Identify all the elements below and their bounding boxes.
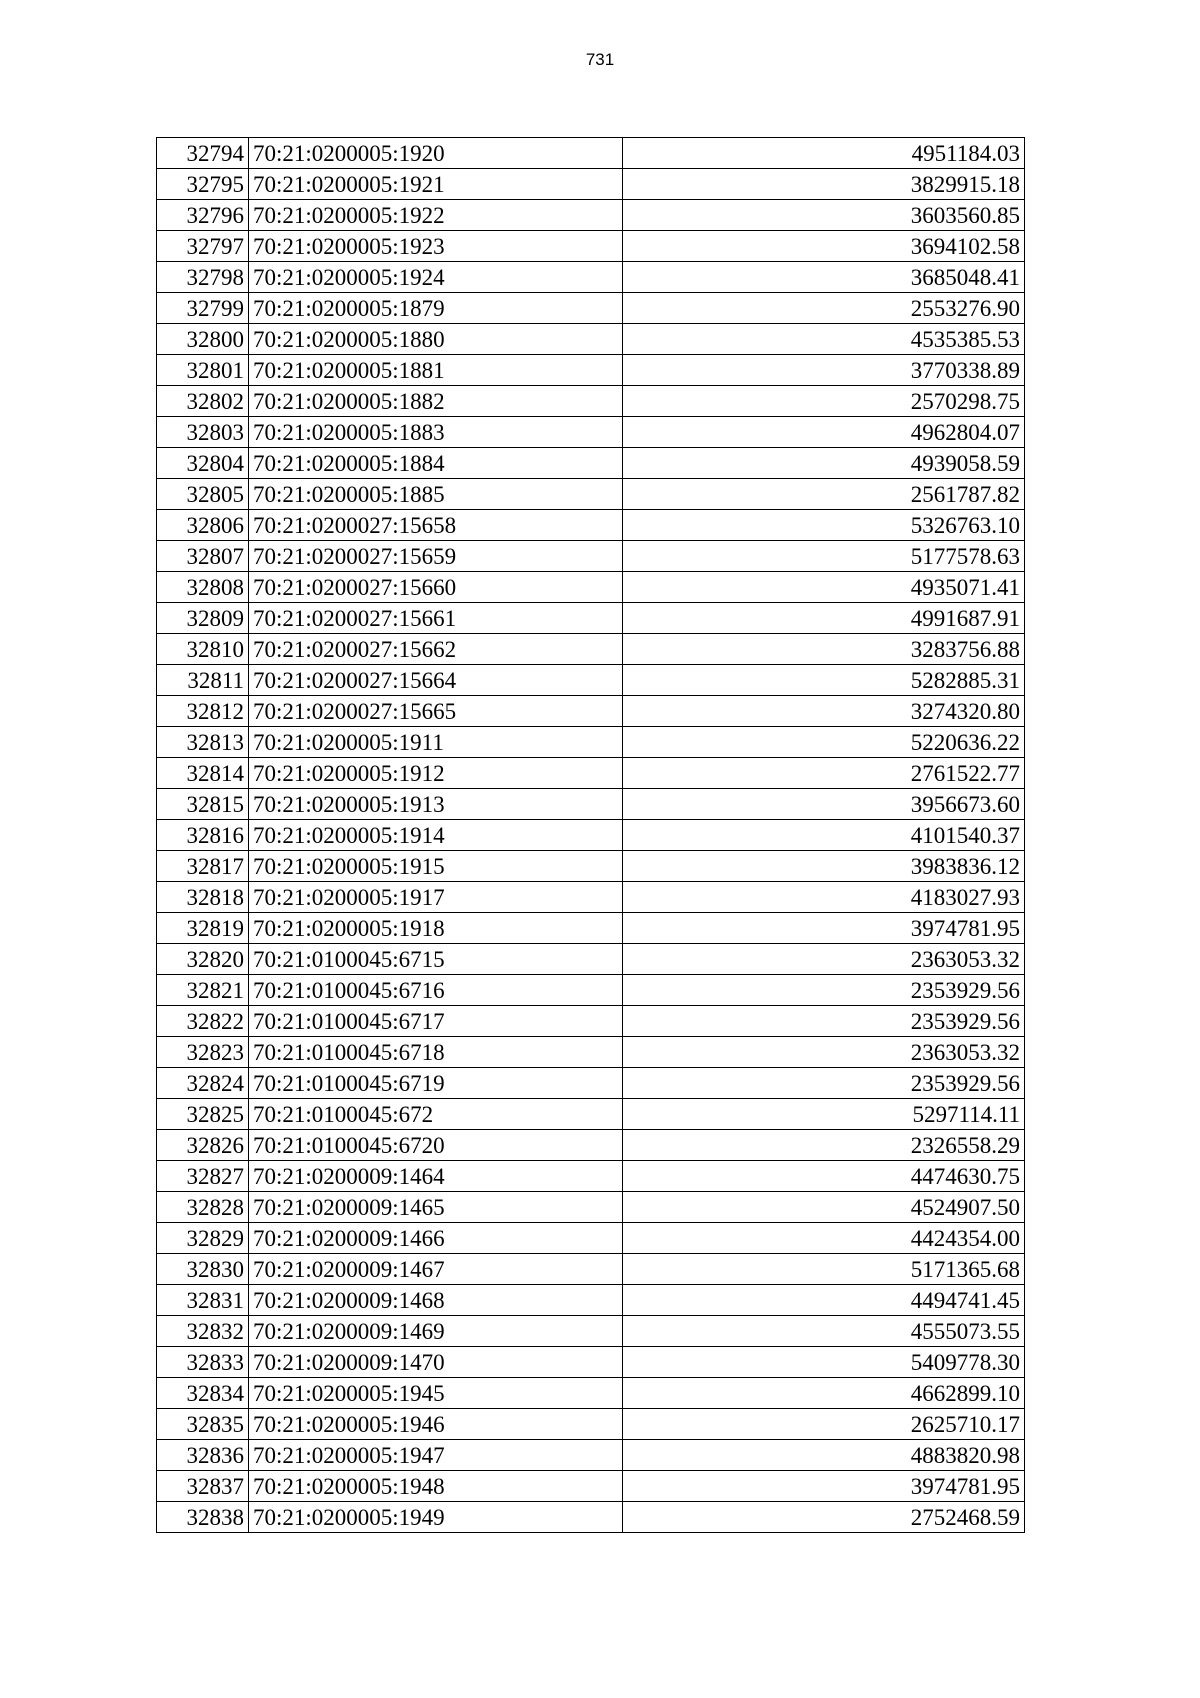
table-row <box>157 1037 1025 1068</box>
table-row <box>157 975 1025 1006</box>
cadastral-value: 5297114.11 <box>623 1099 1025 1130</box>
cadastral-number: 70:21:0200005:1884 <box>249 448 623 479</box>
cadastral-number: 70:21:0200005:1883 <box>249 417 623 448</box>
table-row <box>157 1471 1025 1502</box>
cadastral-value: 3770338.89 <box>623 355 1025 386</box>
row-number: 32810 <box>157 634 249 665</box>
table-row <box>157 1161 1025 1192</box>
row-number: 32794 <box>157 138 249 169</box>
cadastral-value: 4101540.37 <box>623 820 1025 851</box>
cadastral-value: 2353929.56 <box>623 975 1025 1006</box>
table-row <box>157 169 1025 200</box>
cadastral-number: 70:21:0200009:1466 <box>249 1223 623 1254</box>
row-number: 32805 <box>157 479 249 510</box>
cadastral-value-table <box>156 137 1025 1533</box>
cadastral-value: 2761522.77 <box>623 758 1025 789</box>
row-number: 32807 <box>157 541 249 572</box>
cadastral-number: 70:21:0200005:1879 <box>249 293 623 324</box>
cadastral-value: 3983836.12 <box>623 851 1025 882</box>
cadastral-value: 2363053.32 <box>623 944 1025 975</box>
row-number: 32825 <box>157 1099 249 1130</box>
table-row <box>157 572 1025 603</box>
table-row <box>157 1068 1025 1099</box>
cadastral-value: 5171365.68 <box>623 1254 1025 1285</box>
cadastral-number: 70:21:0100045:6717 <box>249 1006 623 1037</box>
row-number: 32803 <box>157 417 249 448</box>
row-number: 32812 <box>157 696 249 727</box>
cadastral-number: 70:21:0200005:1911 <box>249 727 623 758</box>
cadastral-value: 2570298.75 <box>623 386 1025 417</box>
row-number: 32821 <box>157 975 249 1006</box>
cadastral-number: 70:21:0200005:1947 <box>249 1440 623 1471</box>
row-number: 32838 <box>157 1502 249 1533</box>
cadastral-number: 70:21:0200005:1912 <box>249 758 623 789</box>
cadastral-value: 4474630.75 <box>623 1161 1025 1192</box>
page-number: 731 <box>585 50 615 69</box>
cadastral-number: 70:21:0200005:1918 <box>249 913 623 944</box>
cadastral-number: 70:21:0200005:1924 <box>249 262 623 293</box>
table-row <box>157 262 1025 293</box>
row-number: 32834 <box>157 1378 249 1409</box>
table-row <box>157 355 1025 386</box>
table-row <box>157 1440 1025 1471</box>
cadastral-value: 5177578.63 <box>623 541 1025 572</box>
row-number: 32823 <box>157 1037 249 1068</box>
cadastral-number: 70:21:0200009:1467 <box>249 1254 623 1285</box>
row-number: 32826 <box>157 1130 249 1161</box>
row-number: 32835 <box>157 1409 249 1440</box>
cadastral-number: 70:21:0200005:1881 <box>249 355 623 386</box>
row-number: 32804 <box>157 448 249 479</box>
cadastral-number: 70:21:0200005:1949 <box>249 1502 623 1533</box>
row-number: 32830 <box>157 1254 249 1285</box>
cadastral-value: 3974781.95 <box>623 913 1025 944</box>
cadastral-number: 70:21:0200005:1921 <box>249 169 623 200</box>
cadastral-number: 70:21:0100045:6720 <box>249 1130 623 1161</box>
cadastral-value: 2326558.29 <box>623 1130 1025 1161</box>
cadastral-number: 70:21:0100045:6719 <box>249 1068 623 1099</box>
row-number: 32798 <box>157 262 249 293</box>
table-row <box>157 293 1025 324</box>
cadastral-value: 2553276.90 <box>623 293 1025 324</box>
table-row <box>157 1409 1025 1440</box>
row-number: 32828 <box>157 1192 249 1223</box>
cadastral-number: 70:21:0200027:15664 <box>249 665 623 696</box>
cadastral-number: 70:21:0200027:15665 <box>249 696 623 727</box>
cadastral-number: 70:21:0200005:1915 <box>249 851 623 882</box>
cadastral-value: 4555073.55 <box>623 1316 1025 1347</box>
cadastral-number: 70:21:0100045:6715 <box>249 944 623 975</box>
table-row <box>157 417 1025 448</box>
table-row <box>157 510 1025 541</box>
row-number: 32831 <box>157 1285 249 1316</box>
table-row <box>157 448 1025 479</box>
row-number: 32832 <box>157 1316 249 1347</box>
cadastral-value: 5326763.10 <box>623 510 1025 541</box>
table-row <box>157 634 1025 665</box>
cadastral-number: 70:21:0200009:1468 <box>249 1285 623 1316</box>
row-number: 32820 <box>157 944 249 975</box>
cadastral-value: 2561787.82 <box>623 479 1025 510</box>
row-number: 32802 <box>157 386 249 417</box>
cadastral-number: 70:21:0200027:15662 <box>249 634 623 665</box>
cadastral-value: 4962804.07 <box>623 417 1025 448</box>
cadastral-number: 70:21:0100045:6716 <box>249 975 623 1006</box>
cadastral-number: 70:21:0200009:1464 <box>249 1161 623 1192</box>
table-row <box>157 913 1025 944</box>
table-row <box>157 386 1025 417</box>
table-row <box>157 1502 1025 1533</box>
cadastral-value: 3603560.85 <box>623 200 1025 231</box>
table-row <box>157 138 1025 169</box>
table-row <box>157 603 1025 634</box>
cadastral-number: 70:21:0200027:15661 <box>249 603 623 634</box>
row-number: 32813 <box>157 727 249 758</box>
row-number: 32797 <box>157 231 249 262</box>
row-number: 32816 <box>157 820 249 851</box>
row-number: 32818 <box>157 882 249 913</box>
cadastral-value: 4494741.45 <box>623 1285 1025 1316</box>
cadastral-value: 4939058.59 <box>623 448 1025 479</box>
cadastral-number: 70:21:0200009:1469 <box>249 1316 623 1347</box>
cadastral-value: 3956673.60 <box>623 789 1025 820</box>
cadastral-number: 70:21:0200027:15658 <box>249 510 623 541</box>
cadastral-number: 70:21:0200027:15659 <box>249 541 623 572</box>
table-row <box>157 1254 1025 1285</box>
table-row <box>157 1378 1025 1409</box>
table-row <box>157 1006 1025 1037</box>
row-number: 32806 <box>157 510 249 541</box>
cadastral-number: 70:21:0200027:15660 <box>249 572 623 603</box>
row-number: 32808 <box>157 572 249 603</box>
cadastral-value: 2353929.56 <box>623 1068 1025 1099</box>
row-number: 32815 <box>157 789 249 820</box>
table-row <box>157 1130 1025 1161</box>
cadastral-value: 3274320.80 <box>623 696 1025 727</box>
cadastral-number: 70:21:0200005:1914 <box>249 820 623 851</box>
cadastral-number: 70:21:0200005:1882 <box>249 386 623 417</box>
cadastral-value: 4524907.50 <box>623 1192 1025 1223</box>
cadastral-value: 5409778.30 <box>623 1347 1025 1378</box>
cadastral-number: 70:21:0200005:1923 <box>249 231 623 262</box>
table-row <box>157 1347 1025 1378</box>
cadastral-number: 70:21:0200009:1465 <box>249 1192 623 1223</box>
cadastral-number: 70:21:0200005:1945 <box>249 1378 623 1409</box>
table-row <box>157 882 1025 913</box>
cadastral-number: 70:21:0200005:1920 <box>249 138 623 169</box>
cadastral-value: 2353929.56 <box>623 1006 1025 1037</box>
cadastral-value: 5282885.31 <box>623 665 1025 696</box>
cadastral-number: 70:21:0200005:1913 <box>249 789 623 820</box>
row-number: 32800 <box>157 324 249 355</box>
row-number: 32819 <box>157 913 249 944</box>
row-number: 32822 <box>157 1006 249 1037</box>
cadastral-value: 5220636.22 <box>623 727 1025 758</box>
cadastral-number: 70:21:0100045:672 <box>249 1099 623 1130</box>
cadastral-number: 70:21:0200005:1880 <box>249 324 623 355</box>
row-number: 32799 <box>157 293 249 324</box>
cadastral-value: 4991687.91 <box>623 603 1025 634</box>
cadastral-value: 3974781.95 <box>623 1471 1025 1502</box>
row-number: 32796 <box>157 200 249 231</box>
table-body <box>157 138 1025 1533</box>
row-number: 32837 <box>157 1471 249 1502</box>
table-row <box>157 1192 1025 1223</box>
cadastral-value: 3283756.88 <box>623 634 1025 665</box>
table-row <box>157 944 1025 975</box>
table-row <box>157 1285 1025 1316</box>
cadastral-value: 4883820.98 <box>623 1440 1025 1471</box>
table-row <box>157 727 1025 758</box>
cadastral-number: 70:21:0200009:1470 <box>249 1347 623 1378</box>
row-number: 32809 <box>157 603 249 634</box>
cadastral-value: 4951184.03 <box>623 138 1025 169</box>
row-number: 32829 <box>157 1223 249 1254</box>
cadastral-number: 70:21:0100045:6718 <box>249 1037 623 1068</box>
cadastral-value: 3694102.58 <box>623 231 1025 262</box>
cadastral-value: 2625710.17 <box>623 1409 1025 1440</box>
row-number: 32811 <box>157 665 249 696</box>
row-number: 32817 <box>157 851 249 882</box>
cadastral-value: 2752468.59 <box>623 1502 1025 1533</box>
row-number: 32824 <box>157 1068 249 1099</box>
row-number: 32836 <box>157 1440 249 1471</box>
table-row <box>157 231 1025 262</box>
row-number: 32801 <box>157 355 249 386</box>
table-row <box>157 1223 1025 1254</box>
table-row <box>157 851 1025 882</box>
table-row <box>157 665 1025 696</box>
cadastral-number: 70:21:0200005:1946 <box>249 1409 623 1440</box>
cadastral-number: 70:21:0200005:1922 <box>249 200 623 231</box>
table-row <box>157 200 1025 231</box>
table-row <box>157 789 1025 820</box>
cadastral-value: 4535385.53 <box>623 324 1025 355</box>
cadastral-number: 70:21:0200005:1948 <box>249 1471 623 1502</box>
row-number: 32795 <box>157 169 249 200</box>
row-number: 32827 <box>157 1161 249 1192</box>
cadastral-number: 70:21:0200005:1885 <box>249 479 623 510</box>
cadastral-value: 4183027.93 <box>623 882 1025 913</box>
row-number: 32833 <box>157 1347 249 1378</box>
table-row <box>157 541 1025 572</box>
cadastral-value: 3829915.18 <box>623 169 1025 200</box>
cadastral-value: 4935071.41 <box>623 572 1025 603</box>
cadastral-value: 3685048.41 <box>623 262 1025 293</box>
table-row <box>157 1316 1025 1347</box>
cadastral-value: 4662899.10 <box>623 1378 1025 1409</box>
table-row <box>157 479 1025 510</box>
table-row <box>157 758 1025 789</box>
row-number: 32814 <box>157 758 249 789</box>
table-row <box>157 324 1025 355</box>
cadastral-value: 2363053.32 <box>623 1037 1025 1068</box>
table-row <box>157 696 1025 727</box>
table-row <box>157 1099 1025 1130</box>
cadastral-number: 70:21:0200005:1917 <box>249 882 623 913</box>
cadastral-value: 4424354.00 <box>623 1223 1025 1254</box>
table-row <box>157 820 1025 851</box>
